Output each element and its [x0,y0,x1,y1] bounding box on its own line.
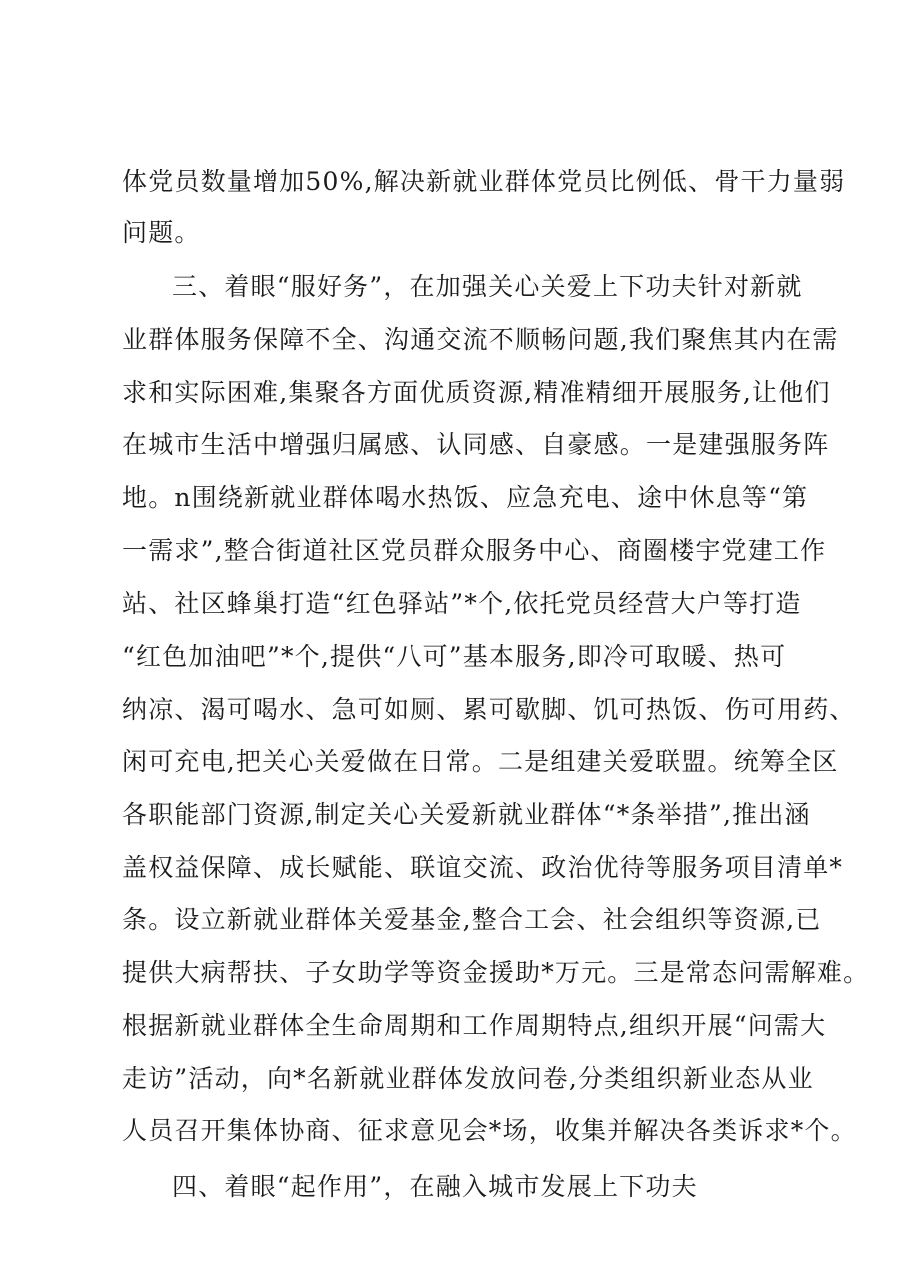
text-line: 走访”活动，向*名新就业群体发放问卷,分类组织新业态从业 [122,1064,814,1093]
text-line: 业群体服务保障不全、沟通交流不顺畅问题,我们聚焦其内在需 [122,325,839,354]
text-line: 在城市生活中增强归属感、认同感、自豪感。一是建强服务阵 [122,430,830,459]
text-line: 条。设立新就业群体关爱基金,整合工会、社会组织等资源,已 [122,905,822,934]
text-line: “红色加油吧”*个,提供“八可”基本服务,即冷可取暖、热可 [122,642,787,671]
text-line: 提供大病帮扶、子女助学等资金援助*万元。三是常态问需解难。 [122,958,870,987]
text-line: 人员召开集体协商、征求意见会*场，收集并解决各类诉求*个。 [122,1116,857,1145]
section-heading-line: 四、着眼“起作用”，在融入城市发展上下功夫 [172,1172,698,1201]
text-line: 体党员数量增加50%,解决新就业群体党员比例低、骨干力量弱 [122,167,846,196]
text-line: 盖权益保障、成长赋能、联谊交流、政治优待等服务项目清单* [122,853,844,882]
text-line: 站、社区蜂巢打造“红色驿站”*个,依托党员经营大户等打造 [122,589,802,618]
text-line: 问题。 [122,218,201,247]
text-line: 求和实际困难,集聚各方面优质资源,精准精细开展服务,让他们 [122,378,831,407]
text-line: 纳凉、渴可喝水、急可如厕、累可歇脚、饥可热饭、伤可用药、 [122,695,856,724]
text-line: 根据新就业群体全生命周期和工作周期特点,组织开展“问需大 [122,1011,827,1040]
section-heading-line: 三、着眼“服好务”，在加强关心关爱上下功夫针对新就 [172,272,803,301]
text-line: 闲可充电,把关心关爱做在日常。二是组建关爱联盟。统筹全区 [122,747,839,776]
text-line: 一需求”,整合街道社区党员群众服务中心、商圈楼宇党建工作 [122,536,827,565]
text-line: 各职能部门资源,制定关心关爱新就业群体“*条举措”,推出涵 [122,800,811,829]
text-line: 地。n围绕新就业群体喝水热饭、应急充电、途中休息等“第 [122,483,809,512]
